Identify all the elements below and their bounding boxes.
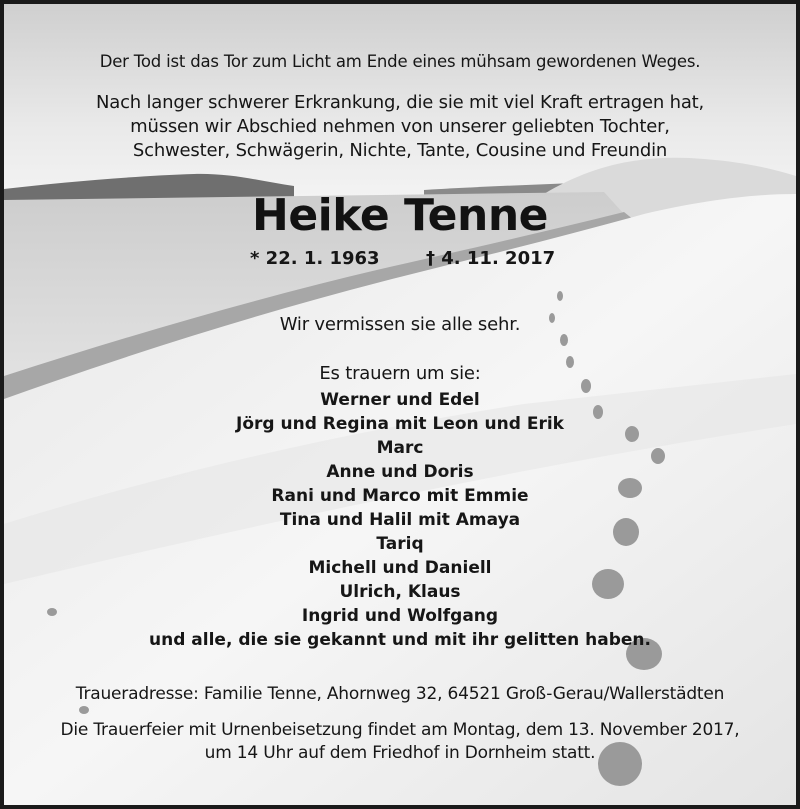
mourner-line: Michell und Daniell [308, 558, 492, 578]
mourn-heading: Es trauern um sie: [319, 363, 481, 384]
mourner-line: Rani und Marco mit Emmie [271, 486, 529, 506]
address-line: Traueradresse: Familie Tenne, Ahornweg 32, 64521 Groß-Gerau/Wallerstädten [75, 684, 725, 704]
miss-line: Wir vermissen sie alle sehr. [279, 314, 521, 335]
mourner-line: Anne und Doris [326, 462, 474, 482]
intro-line: Schwester, Schwägerin, Nichte, Tante, Cousine und Freundin [132, 140, 668, 161]
mourner-line: Werner und Edel [320, 390, 480, 410]
birth-date: * 22. 1. 1963 [250, 248, 380, 269]
death-date: † 4. 11. 2017 [426, 248, 556, 269]
funeral-line: um 14 Uhr auf dem Friedhof in Dornheim statt. [204, 743, 596, 763]
mourner-line: Tariq [376, 534, 424, 554]
funeral-line: Die Trauerfeier mit Urnenbeisetzung findet am Montag, dem 13. November 2017, [60, 720, 740, 740]
mourner-line: Marc [376, 438, 424, 458]
intro-line: müssen wir Abschied nehmen von unserer geliebten Tochter, [130, 116, 670, 137]
deceased-name: Heike Tenne [252, 190, 548, 241]
mourner-line: Ingrid und Wolfgang [301, 606, 499, 626]
intro-line: Nach langer schwerer Erkrankung, die sie mit viel Kraft ertragen hat, [95, 92, 705, 113]
mourner-line: Jörg und Regina mit Leon und Erik [236, 414, 564, 434]
intro-quote: Der Tod ist das Tor zum Licht am Ende eines mühsam gewordenen Weges. [99, 52, 701, 71]
mourner-line: Tina und Halil mit Amaya [279, 510, 521, 530]
mourner-line: Ulrich, Klaus [339, 582, 461, 602]
mourner-line: und alle, die sie gekannt und mit ihr gelitten haben. [149, 630, 651, 650]
